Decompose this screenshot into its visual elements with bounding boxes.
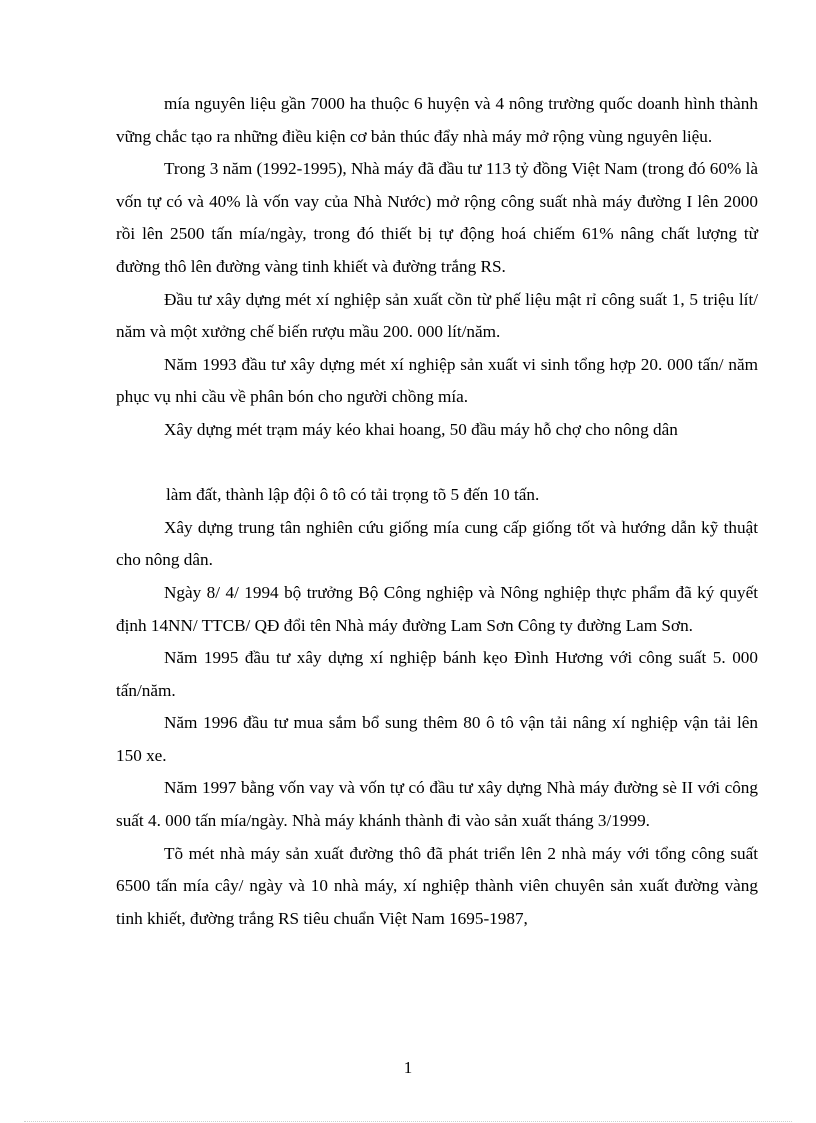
page-number: 1 [403,1058,413,1077]
paragraph-5: Xây dựng mét trạm máy kéo khai hoang, 50 đầu máy hỗ chợ cho nông dân [164,419,678,439]
paragraph-1: mía nguyên liệu gần 7000 ha thuộc 6 huyện và 4 nông trường quốc doanh hình thành vững chắc tạo ra những điều kiện cơ bản thúc đẩy nhà máy mở rộng vùng nguyên liệu. [116,94,758,146]
paragraph-10: Năm 1996 đầu tư mua sắm bổ sung thêm 80 ô tô vận tải nâng xí nghiệp vận tải lên 150 xe. [116,713,758,765]
paragraph-11: Năm 1997 bằng vốn vay và vốn tự có đầu tư xây dựng Nhà máy đường sè II với công suất 4. 000 tấn mía/ngày. Nhà máy khánh thành đi vào sản xuất tháng 3/1999. [116,778,758,831]
paragraph-9: Năm 1995 đầu tư xây dựng xí nghiệp bánh kẹo Đình Hương với công suất 5. 000 tấn/năm. [116,648,758,700]
paragraph-12: Tõ mét nhà máy sản xuất đường thô đã phát triển lên 2 nhà máy với tổng công suất 6500 tấn mía cây/ ngày và 10 nhà máy, xí nghiệp thành viên chuyên sản xuất đường vàng tinh khiết, đường trắng RS tiêu chuẩn Việt Nam 1695-1987, [116,843,758,928]
page-bottom-divider [24,1121,792,1122]
paragraph-8: Ngày 8/ 4/ 1994 bộ trưởng Bộ Công nghiệp và Nông nghiệp thực phẩm đã ký quyết định 14NN/ TTCB/ QĐ đổi tên Nhà máy đường Lam Sơn Công ty đường Lam Sơn. [116,582,758,635]
paragraph-2: Trong 3 năm (1992-1995), Nhà máy đã đầu tư 113 tỷ đồng Việt Nam (trong đó 60% là vốn tự có và 40% là vốn vay của Nhà Nước) mở rộng công suất nhà máy đường I lên 2000 rồi lên 2500 tấn mía/ngày, trong đó thiết bị tự động hoá chiếm 61% nâng chất lượng từ đường thô lên đường vàng tinh khiết và đường trắng RS. [116,159,758,276]
paragraph-4: Năm 1993 đầu tư xây dựng mét xí nghiệp sản xuất vi sinh tổng hợp 20. 000 tấn/ năm phục vụ nhi cầu về phân bón cho người chồng mía. [116,354,758,407]
paragraph-3: Đầu tư xây dựng mét xí nghiệp sản xuất cồn từ phế liệu mật rỉ công suất 1, 5 triệu lít/ năm và một xưởng chế biến rượu mầu 200. 000 lít/năm. [116,289,758,342]
paragraph-7: Xây dựng trung tân nghiên cứu giống mía cung cấp giống tốt và hướng dẫn kỹ thuật cho nông dân. [116,517,758,570]
paragraph-6: làm đất, thành lập đội ô tô có tải trọng tõ 5 đến 10 tấn. [166,485,540,505]
blank-line [116,447,758,480]
document-page [116,88,758,935]
